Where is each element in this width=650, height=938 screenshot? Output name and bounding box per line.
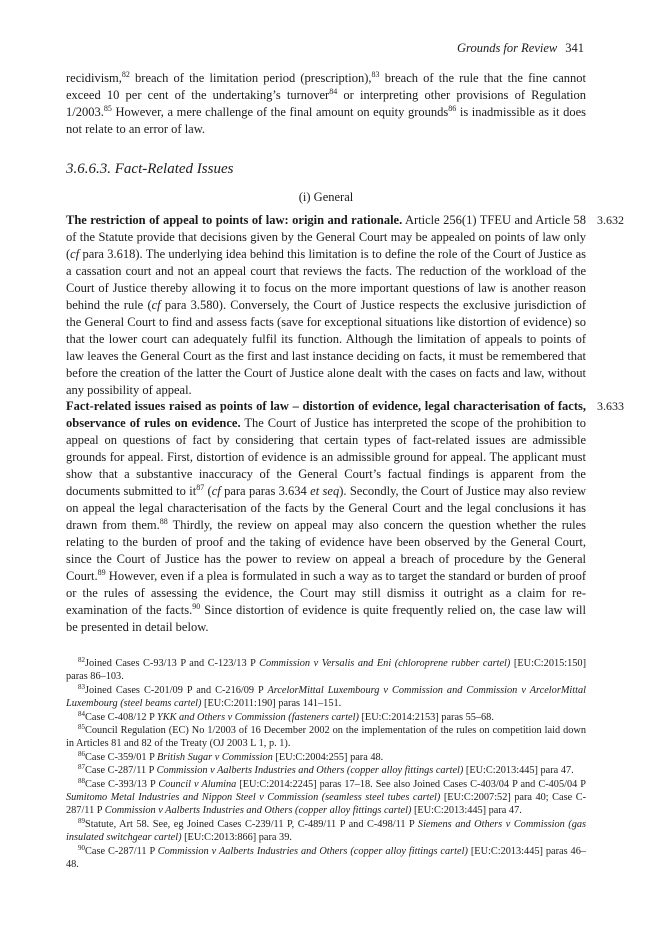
- case-name: Commission v Aalberts Industries and Others (copper alloy fittings cartel): [157, 845, 468, 857]
- footnote-83: [66, 684, 586, 711]
- subsection-heading: (i) General: [298, 190, 354, 204]
- text: para 3.580). Conversely, the Court of Justice respects the exclusive jurisdiction of the General Court to find and assess facts (save for exceptional situations like distortion of evidence) so that the lower court can adequately fulfil its function. Although the limitation of appeals to points of law leaves the General Court as the first and last instance deciding on facts, it must be remembered that before the creation of the latter the Court of Justice alone dealt with the cases on facts and law, without any possibility of appeal.: [66, 298, 587, 397]
- footnote-number: 84: [78, 709, 85, 718]
- footnote-89: [66, 818, 586, 845]
- case-name: Commission v Aalberts Industries and Others (copper alloy fittings cartel): [104, 805, 412, 817]
- footnote-number: 86: [78, 749, 85, 758]
- case-name: Council v Alumina: [158, 778, 237, 790]
- text: (: [204, 484, 212, 498]
- text: However, even if a plea is formulated in such a way as to target the standard or burden of proof or the rules of assessing the evidence, the Court may still dismiss it outright as a claim for re-examination of the facts.: [66, 569, 586, 617]
- footnote-86: [66, 751, 586, 764]
- text: [EU:C:2013:866] para 39.: [181, 832, 292, 844]
- text: [EU:C:2004:255] para 48.: [272, 751, 384, 763]
- text: [EU:C:2014:2153] paras 55–68.: [358, 711, 494, 723]
- case-name: YKK and Others v Commission (fasteners cartel): [156, 711, 359, 723]
- text: [EU:C:2011:190] paras 141–151.: [201, 698, 342, 710]
- footnote-ref-83[interactable]: 83: [371, 70, 380, 79]
- text: ). Secondly, the Court of Justice may also review on appeal the legal characterisation of the facts by the General Court and the legal conclusions it has drawn from them.: [66, 484, 586, 532]
- footnote-ref-90[interactable]: 90: [192, 602, 201, 611]
- footnote-87: [66, 764, 586, 777]
- text: Thirdly, the review on appeal may also concern the question whether the rules relating to the burden of proof and the taking of evidence have been observed by the General Court, since the Court of Justice has the power to review on appeal a breach of procedure by the General Court.: [66, 518, 586, 583]
- text: para paras 3.634: [220, 484, 311, 498]
- footnote-ref-82[interactable]: 82: [121, 70, 130, 79]
- footnote-90: [66, 845, 586, 872]
- footnote-82: [66, 657, 586, 684]
- section-heading: 3.6.6.3. Fact-Related Issues: [66, 161, 234, 177]
- footnote-ref-89[interactable]: 89: [97, 568, 106, 577]
- case-name: Commission v Versalis and Eni (chloroprene rubber cartel): [259, 658, 511, 669]
- paragraph-3632: [66, 212, 586, 399]
- footnote-88: [66, 778, 586, 818]
- footnote-ref-85[interactable]: 85: [103, 104, 112, 113]
- case-name: Commission v Aalberts Industries and Others (copper alloy fittings cartel): [156, 765, 464, 777]
- footnote-ref-87[interactable]: 87: [196, 483, 205, 492]
- text: Case C-393/13 P: [85, 778, 159, 790]
- text: Joined Cases C-201/09 P and C-216/09 P: [85, 684, 268, 696]
- text: The Court of Justice has interpreted the scope of the prohibition to appeal on questions of fact by considering that certain types of fact-related issues are admissible grounds for appeal. First, distortion of evidence is an admissible ground for appeal. The applicant must show that a substantive inaccuracy of the General Court’s factual findings is apparent from the documents submitted to it: [66, 416, 587, 498]
- text: recidivism,: [66, 71, 122, 85]
- text: Article 256(1) TFEU and Article 58 of the Statute provide that decisions given by the General Court may be appealed on points of law only (: [66, 213, 586, 261]
- footnote-85: [66, 724, 586, 751]
- text: [EU:C:2013:445] para 47.: [411, 805, 522, 817]
- footnote-number: 85: [78, 723, 85, 732]
- footnote-number: 89: [78, 816, 85, 825]
- footnote-number: 87: [78, 763, 85, 772]
- footnote-number: 83: [78, 682, 85, 691]
- footnote-84: [66, 711, 586, 724]
- text: [EU:C:2013:445] paras 46–48.: [66, 845, 587, 871]
- footnotes: [66, 657, 586, 872]
- page-number: 341: [565, 41, 584, 55]
- case-name: British Sugar v Commission: [156, 751, 273, 763]
- text: Case C-359/01 P: [85, 751, 157, 763]
- text: breach of the rule that the fine cannot exceed 10 per cent of the undertaking’s turnover: [66, 71, 586, 102]
- text: [EU:C:2014:2245] paras 17–18. See also Joined Cases C-403/04 P and C-405/04 P: [236, 778, 587, 790]
- paragraph-number: 3.633: [597, 399, 624, 413]
- text: Case C-287/11 P: [85, 845, 158, 857]
- footnote-ref-86[interactable]: 86: [448, 104, 457, 113]
- footnote-ref-88[interactable]: 88: [159, 517, 168, 526]
- case-name: Sumitomo Metal Industries and Nippon Steel v Commission (seamless steel tubes cartel): [66, 792, 441, 804]
- text-italic: et seq: [310, 484, 340, 498]
- running-header: [457, 41, 584, 56]
- text: [EU:C:2013:445] para 47.: [463, 765, 574, 777]
- text: is inadmissible as it does not relate to an error of law.: [66, 105, 586, 136]
- text-italic: cf: [70, 247, 80, 261]
- case-name: Siemens and Others v Commission (gas insulated switchgear cartel): [66, 818, 586, 844]
- text: Case C-408/12 P: [85, 711, 157, 723]
- paragraph-lead: The restriction of appeal to points of law: origin and rationale.: [66, 213, 403, 227]
- footnote-number: 90: [78, 843, 85, 852]
- text: [EU:C:2015:150] paras 86–103.: [66, 658, 586, 683]
- paragraph-3633: [66, 398, 586, 636]
- running-header-title: Grounds for Review: [457, 41, 558, 55]
- footnote-number: 88: [78, 776, 85, 785]
- text: [EU:C:2007:52] para 40; Case C-287/11 P: [66, 792, 586, 817]
- footnote-number: 82: [78, 656, 85, 664]
- text: Council Regulation (EC) No 1/2003 of 16 December 2002 on the implementation of the rules on competition laid down in Articles 81 and 82 of the Treaty (OJ 2003 L 1, p. 1).: [66, 725, 586, 750]
- intro-paragraph: [66, 70, 586, 138]
- paragraph-lead: Fact-related issues raised as points of law – distortion of evidence, legal characterisation of facts, observance of rules on evidence.: [66, 399, 586, 430]
- text: Joined Cases C-93/13 P and C-123/13 P: [85, 658, 260, 669]
- case-name: ArcelorMittal Luxembourg v Commission and Commission v ArcelorMittal Luxembourg (steel beams cartel): [66, 684, 586, 710]
- text: breach of the limitation period (prescription),: [129, 71, 372, 85]
- text-italic: cf: [211, 484, 221, 498]
- text: Statute, Art 58. See, eg Joined Cases C-239/11 P, C-489/11 P and C-498/11 P: [85, 818, 418, 830]
- paragraph-number: 3.632: [597, 213, 624, 227]
- footnote-ref-84[interactable]: 84: [329, 87, 338, 96]
- text: Case C-287/11 P: [85, 765, 157, 777]
- text: However, a mere challenge of the final amount on equity grounds: [111, 105, 449, 119]
- text-italic: cf: [151, 298, 161, 312]
- text: para 3.618). The underlying idea behind this limitation is to define the role of the Court of Justice as a cassation court and not an appeal court that reviews the facts. The reduction of the workload of the Court of Justice thereby allowing it to focus on the more important questions of law is another reason behind the rule (: [66, 247, 586, 312]
- text: or interpreting other provisions of Regulation 1/2003.: [66, 88, 587, 119]
- text: Since distortion of evidence is quite frequently relied on, the case law will be presented in detail below.: [66, 603, 586, 634]
